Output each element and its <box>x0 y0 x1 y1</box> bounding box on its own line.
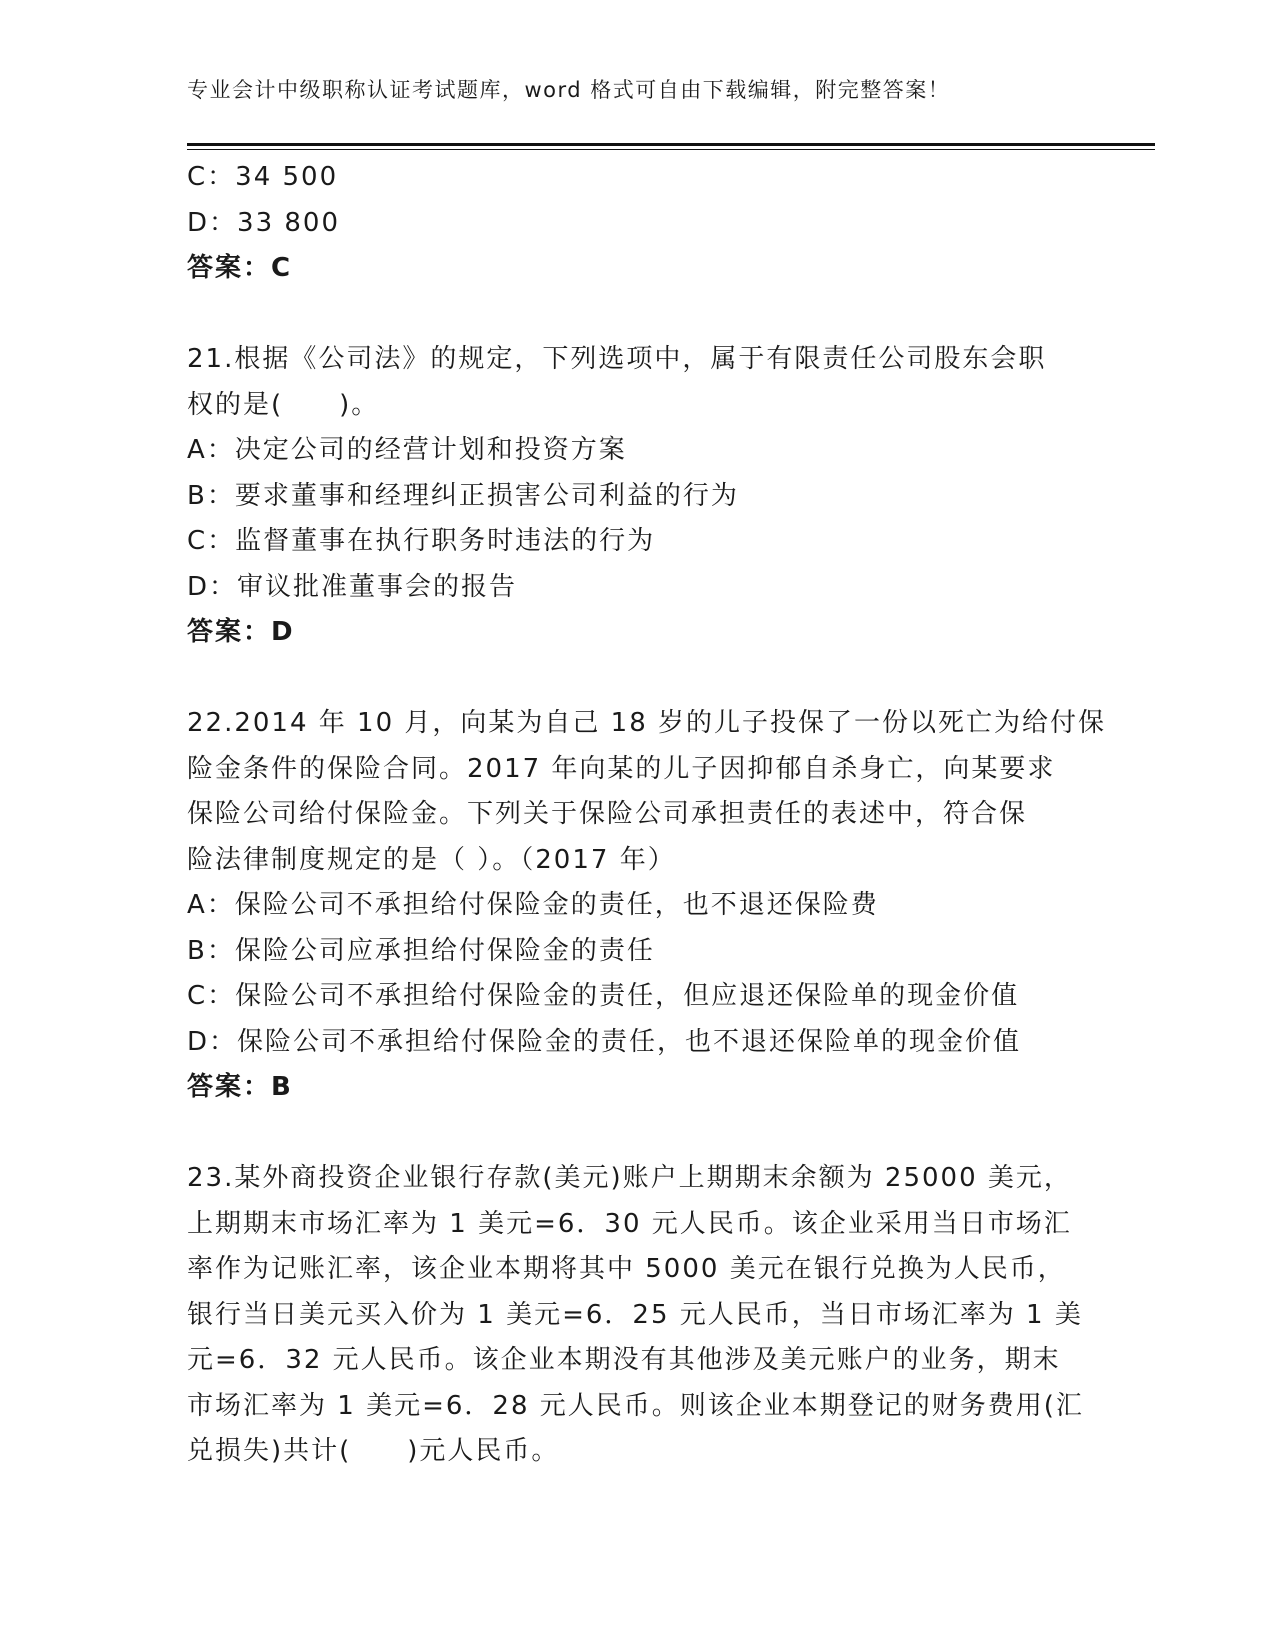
question-stem-line: 保险公司给付保险金。下列关于保险公司承担责任的表述中，符合保 <box>187 799 1028 829</box>
question-stem-line: 兑损失)共计( )元人民币。 <box>187 1436 560 1466</box>
page-header-title: 专业会计中级职称认证考试题库，word 格式可自由下载编辑，附完整答案！ <box>187 78 951 102</box>
previous-question-tail <box>187 155 1087 292</box>
question-stem-line: 上期期末市场汇率为 1 美元=6．30 元人民币。该企业采用当日市场汇 <box>187 1208 1072 1239</box>
question-spacer <box>187 1111 1087 1157</box>
question-stem-line: 22.2014 年 10 月，向某为自己 18 岁的儿子投保了一份以死亡为给付保 <box>187 708 1107 738</box>
question-23 <box>187 1156 1087 1475</box>
option-c: C：监督董事在执行职务时违法的行为 <box>187 526 656 556</box>
option-c: C：保险公司不承担给付保险金的责任，但应退还保险单的现金价值 <box>187 981 1020 1011</box>
answer-line: 答案：C <box>187 253 293 283</box>
option-a: A：决定公司的经营计划和投资方案 <box>187 435 627 465</box>
question-stem-line: 率作为记账汇率，该企业本期将其中 5000 美元在银行兑换为人民币， <box>187 1254 1066 1284</box>
document-body <box>187 155 1107 1475</box>
question-22 <box>187 701 1107 1111</box>
question-21 <box>187 337 1087 656</box>
question-stem-line: 银行当日美元买入价为 1 美元=6．25 元人民币，当日市场汇率为 1 美 <box>187 1299 1083 1330</box>
option-d: D：审议批准董事会的报告 <box>187 571 518 602</box>
question-spacer <box>187 292 1087 338</box>
option-b: B：保险公司应承担给付保险金的责任 <box>187 935 655 966</box>
option-d: D：33 800 <box>187 207 340 238</box>
option-b: B：要求董事和经理纠正损害公司利益的行为 <box>187 480 739 511</box>
question-stem-line: 元=6．32 元人民币。该企业本期没有其他涉及美元账户的业务，期末 <box>187 1345 1061 1375</box>
question-stem-line: 市场汇率为 1 美元=6．28 元人民币。则该企业本期登记的财务费用(汇 <box>187 1390 1084 1421</box>
option-c: C：34 500 <box>187 162 339 192</box>
header-divider-thick <box>187 143 1155 146</box>
header-divider-thin <box>187 149 1155 150</box>
question-stem-line: 险金条件的保险合同。2017 年向某的儿子因抑郁自杀身亡，向某要求 <box>187 753 1056 784</box>
answer-line: 答案：D <box>187 617 295 647</box>
question-stem-line: 权的是( )。 <box>187 389 380 420</box>
question-stem-line: 险法律制度规定的是（ ）。（2017 年） <box>187 844 676 875</box>
question-spacer <box>187 656 1087 702</box>
option-a: A：保险公司不承担给付保险金的责任，也不退还保险费 <box>187 890 879 920</box>
option-d: D：保险公司不承担给付保险金的责任，也不退还保险单的现金价值 <box>187 1026 1022 1057</box>
question-stem-line: 23.某外商投资企业银行存款(美元)账户上期期末余额为 25000 美元， <box>187 1163 1072 1193</box>
answer-line: 答案：B <box>187 1072 293 1102</box>
question-stem-line: 21.根据《公司法》的规定，下列选项中，属于有限责任公司股东会职 <box>187 344 1047 374</box>
